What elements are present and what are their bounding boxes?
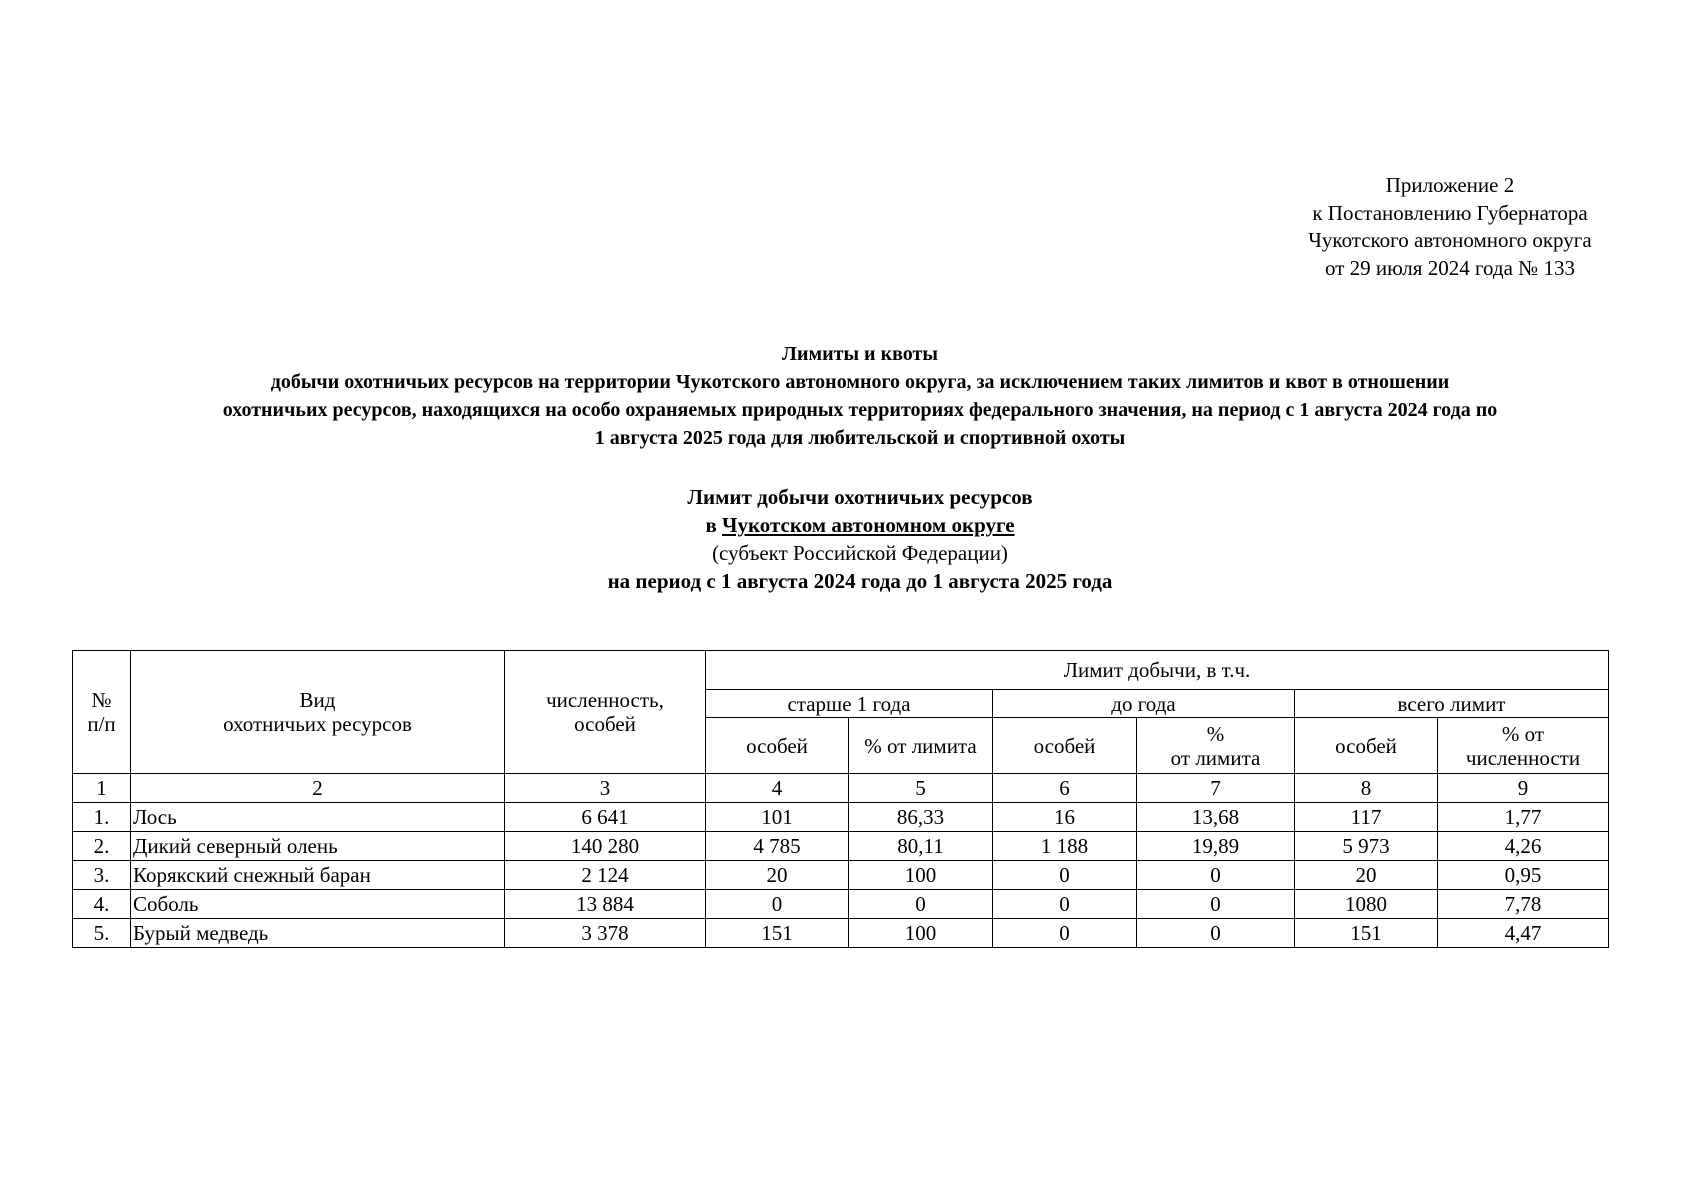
header-older: старше 1 года <box>706 690 993 718</box>
heading-line-4: 1 августа 2025 года для любительской и спортивной охоты <box>594 427 1126 449</box>
column-number: 3 <box>505 774 706 803</box>
under-pct-cell: 13,68 <box>1137 803 1295 832</box>
limit-region-line <box>60 511 1660 539</box>
total-count-cell: 117 <box>1295 803 1438 832</box>
older-count-cell: 20 <box>706 861 849 890</box>
limit-region-caption: (субъект Российской Федерации) <box>712 541 1008 565</box>
limit-region-prefix: в <box>705 513 723 537</box>
header-population-line-2: особей <box>574 712 636 736</box>
header-species-line-1: Вид <box>299 688 336 712</box>
total-count-cell: 1080 <box>1295 890 1438 919</box>
older-count-cell: 0 <box>706 890 849 919</box>
heading-line-2: добычи охотничьих ресурсов на территории Чукотского автономного округа, за исключением таких лимитов и квот в отношении <box>270 371 1450 393</box>
header-total-count: особей <box>1295 718 1438 774</box>
limit-title: Лимит добычи охотничьих ресурсов <box>687 485 1033 509</box>
limits-table <box>72 650 1609 948</box>
population-count-cell: 3 378 <box>505 919 706 948</box>
header-num-line-1: № <box>91 688 112 712</box>
under-pct-cell: 0 <box>1137 890 1295 919</box>
header-under-pct-line-2: от лимита <box>1170 745 1261 770</box>
total-count-cell: 20 <box>1295 861 1438 890</box>
column-number: 6 <box>993 774 1137 803</box>
column-number-row <box>73 774 1609 803</box>
row-number-cell: 2. <box>73 832 131 861</box>
header-population-line-1: численность, <box>546 688 664 712</box>
table-row <box>73 832 1609 861</box>
column-number: 4 <box>706 774 849 803</box>
header-num <box>73 651 131 774</box>
row-number-cell: 5. <box>73 919 131 948</box>
species-name-cell: Соболь <box>131 890 505 919</box>
header-under-pct-line-1: % <box>1206 721 1225 746</box>
appendix-title: Приложение 2 <box>1385 173 1515 197</box>
header-older-pct: % от лимита <box>849 718 993 774</box>
appendix-reference: к Постановлению Губернатора <box>1312 200 1588 225</box>
header-total: всего лимит <box>1295 690 1609 718</box>
column-number: 9 <box>1438 774 1609 803</box>
header-row-1 <box>73 651 1609 690</box>
table-row <box>73 803 1609 832</box>
under-count-cell: 16 <box>993 803 1137 832</box>
header-under-count: особей <box>993 718 1137 774</box>
table-row <box>73 861 1609 890</box>
header-total-pct <box>1438 718 1609 774</box>
row-number-cell: 4. <box>73 890 131 919</box>
under-count-cell: 0 <box>993 861 1137 890</box>
species-name-cell: Лось <box>131 803 505 832</box>
appendix-region: Чукотского автономного округа <box>1308 228 1592 252</box>
total-pct-cell: 4,47 <box>1438 919 1609 948</box>
header-num-line-2: п/п <box>87 712 116 736</box>
older-pct-cell: 100 <box>849 861 993 890</box>
population-count-cell: 13 884 <box>505 890 706 919</box>
under-pct-cell: 0 <box>1137 861 1295 890</box>
header-under-pct <box>1137 718 1295 774</box>
older-count-cell: 151 <box>706 919 849 948</box>
older-count-cell: 101 <box>706 803 849 832</box>
population-count-cell: 140 280 <box>505 832 706 861</box>
population-count-cell: 2 124 <box>505 861 706 890</box>
older-count-cell: 4 785 <box>706 832 849 861</box>
species-name-cell: Дикий северный олень <box>131 832 505 861</box>
appendix-block <box>1240 172 1660 282</box>
column-number: 8 <box>1295 774 1438 803</box>
header-total-pct-line-2: численности <box>1465 745 1581 770</box>
under-pct-cell: 19,89 <box>1137 832 1295 861</box>
header-total-pct-line-1: % от <box>1501 721 1545 746</box>
limit-region-name: Чукотском автономном округе <box>722 513 1015 537</box>
table-row <box>73 890 1609 919</box>
total-pct-cell: 0,95 <box>1438 861 1609 890</box>
older-pct-cell: 80,11 <box>849 832 993 861</box>
total-count-cell: 151 <box>1295 919 1438 948</box>
species-name-cell: Бурый медведь <box>131 919 505 948</box>
total-pct-cell: 1,77 <box>1438 803 1609 832</box>
older-pct-cell: 86,33 <box>849 803 993 832</box>
table-row <box>73 919 1609 948</box>
row-number-cell: 3. <box>73 861 131 890</box>
under-count-cell: 0 <box>993 890 1137 919</box>
table-body <box>73 803 1609 948</box>
header-limit-group: Лимит добычи, в т.ч. <box>706 651 1609 690</box>
total-pct-cell: 4,26 <box>1438 832 1609 861</box>
column-number: 7 <box>1137 774 1295 803</box>
limit-heading <box>60 483 1660 595</box>
limit-period: на период с 1 августа 2024 года до 1 августа 2025 года <box>607 569 1113 593</box>
total-count-cell: 5 973 <box>1295 832 1438 861</box>
appendix-date-number: от 29 июля 2024 года № 133 <box>1325 255 1575 280</box>
header-species-line-2: охотничьих ресурсов <box>223 712 412 736</box>
under-count-cell: 1 188 <box>993 832 1137 861</box>
heading-title: Лимиты и квоты <box>782 343 938 365</box>
population-count-cell: 6 641 <box>505 803 706 832</box>
column-number: 5 <box>849 774 993 803</box>
header-population <box>505 651 706 774</box>
heading-line-3: охотничьих ресурсов, находящихся на особо охраняемых природных территориях федерального значения, на период с 1 августа 2024 года по <box>222 399 1498 421</box>
older-pct-cell: 100 <box>849 919 993 948</box>
total-pct-cell: 7,78 <box>1438 890 1609 919</box>
column-number: 1 <box>73 774 131 803</box>
under-pct-cell: 0 <box>1137 919 1295 948</box>
row-number-cell: 1. <box>73 803 131 832</box>
header-under: до года <box>993 690 1295 718</box>
column-number: 2 <box>131 774 505 803</box>
older-pct-cell: 0 <box>849 890 993 919</box>
header-species <box>131 651 505 774</box>
header-older-count: особей <box>706 718 849 774</box>
under-count-cell: 0 <box>993 919 1137 948</box>
document-heading <box>60 340 1660 452</box>
species-name-cell: Корякский снежный баран <box>131 861 505 890</box>
